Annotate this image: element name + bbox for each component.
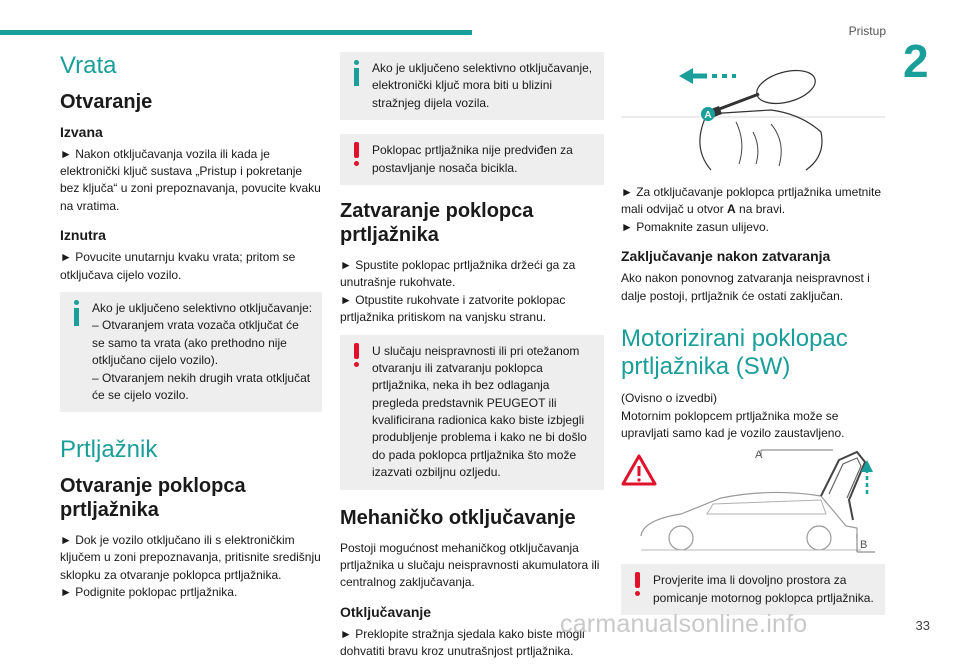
chapter-number: 2 [903, 35, 929, 87]
heading-motorizirani: Motorizirani poklopac prtljažnika (SW) [621, 324, 848, 380]
info-text: Ako je uključeno selektivno otključavanje, elektronički ključ mora biti u blizini stražnjeg dijela vozila. [372, 61, 593, 110]
paragraph-zakljucavanje: Ako nakon ponovnog zatvaranja neispravnost i dalje postoji, prtljažnik će ostati zaključan. [621, 271, 870, 303]
watermark: carmanualsonline.info [560, 610, 808, 638]
text-bold-a: A [727, 202, 736, 217]
page-number: 33 [915, 618, 930, 633]
heading-mehanicko: Mehaničko otključavanje [340, 506, 576, 529]
info-box-key-near-rear [340, 52, 604, 120]
info-line-3: – Otvaranjem nekih drugih vrata otključat će se cijelo vozilo. [92, 370, 311, 402]
heading-izvana: Izvana [60, 123, 103, 140]
warning-text: Poklopac prtljažnika nije predviđen za postavljanje nosača bicikla. [372, 143, 573, 175]
heading-zakljucavanje: Zaključavanje nakon zatvaranja [621, 248, 831, 265]
info-box-selective-unlock [60, 292, 322, 412]
heading-vrata: Vrata [60, 52, 117, 79]
heading-otkljucavanje: Otključavanje [340, 603, 432, 620]
paragraph-close-2: ► Otpustite rukohvate i zatvorite poklopac prtljažnika pritiskom na vanjsku stranu. [340, 292, 566, 325]
paragraph-motor: Motornim poklopcem prtljažnika može se upravljati samo kad je vozilo zaustavljeno. [621, 408, 845, 440]
info-icon [70, 300, 82, 326]
warning-text: U slučaju neispravnosti ili pri otežanom otvaranju ili zatvaranju poklopca prtljažnika, neka ih bez odlaganja pregleda predstavnik PEUGEOT ili kvalificirana radionica kako biste izbjegli produbljenje problema i kako ne bi došlo do pada poklopca prtljažnika što može izazvati ozbiljnu ozljedu. [372, 343, 587, 480]
figure-screwdriver-lock [621, 52, 885, 174]
column-3 [621, 52, 885, 629]
dimension-b-label: B [860, 539, 868, 552]
warning-icon [350, 343, 362, 367]
warning-icon [350, 142, 362, 166]
paragraph-iznutra: ► Povucite unutarnju kvaku vrata; pritom se otključava cijelo vozilo. [60, 250, 296, 282]
car-windows [707, 500, 826, 514]
column-2 [340, 52, 604, 667]
paragraph-optional: (Ovisno o izvedbi) [621, 391, 718, 406]
column-1 [60, 52, 322, 607]
info-line-2: – Otvaranjem vrata vozača otključat će se samo ta vrata (ako prethodno nije otključano cijelo vozilo). [92, 318, 299, 368]
paragraph-mehanicko: Postoji mogućnost mehaničkog otključavanja prtljažnika u slučaju neispravnosti akumulatora ili centralnog zaključavanja. [340, 540, 600, 590]
heading-otvaranje-poklopca: Otvaranje poklopca prtljažnika [60, 474, 246, 521]
heading-prtljaznik: Prtljažnik [60, 436, 158, 464]
paragraph-boot-2: ► Podignite poklopac prtljažnika. [60, 585, 238, 600]
warning-box-bike-rack [340, 134, 604, 185]
lock-mechanism-lines [736, 122, 781, 166]
warning-triangle-dot [637, 479, 640, 482]
tailgate-open-outline [821, 452, 865, 520]
figure-tailgate-clearance [621, 448, 885, 556]
paragraph-fig1-2: ► Pomaknite zasun ulijevo. [621, 219, 769, 234]
info-icon [350, 60, 362, 86]
section-name: Pristup [848, 24, 886, 38]
heading-iznutra: Iznutra [60, 227, 106, 244]
text-part: na bravi. [735, 202, 786, 217]
heading-zatvaranje: Zatvaranje poklopca prtljažnika [340, 199, 534, 246]
car-front-wheel [669, 526, 693, 550]
header-accent-bar [0, 30, 472, 35]
tailgate-inner-outline [829, 458, 861, 498]
screwdriver-handle [753, 65, 819, 110]
warning-box-malfunction [340, 335, 604, 490]
dimension-a-label: A [755, 449, 763, 462]
warning-icon [631, 572, 643, 596]
paragraph-izvana: ► Nakon otključavanja vozila ili kada je elektronički ključ sustava „Pristup i pokretanje bez ključa“ u zoni prepoznavanja, povucite kvaku na vratima. [60, 146, 321, 213]
text-part: ► Za otključavanje poklopca prtljažnika umetnite mali odvijač u otvor [621, 185, 882, 217]
dimension-a-line [761, 450, 833, 456]
paragraph-fig1-1 [621, 184, 885, 219]
heading-otvaranje: Otvaranje [60, 90, 153, 113]
lock-body-outline [700, 110, 822, 170]
info-line-1: Ako je uključeno selektivno otključavanje: [92, 300, 313, 315]
paragraph-close-1: ► Spustite poklopac prtljažnika držeći ga za unutrašnje rukohvate. [340, 257, 576, 290]
paragraph-otkljucavanje: ► Preklopite stražnja sjedala kako biste mogli dohvatiti bravu kroz unutrašnjost prtljažnika. [340, 626, 585, 659]
warning-text: Provjerite ima li dovoljno prostora za pomicanje motornog poklopca prtljažnika. [653, 573, 874, 605]
car-rear-wheel [807, 526, 831, 550]
paragraph-boot-1: ► Dok je vozilo otključano ili s elektroničkim ključem u zoni prepoznavanja, pritisnite središnju sklopku za otvaranje poklopca prtljažnika. [60, 532, 321, 582]
warning-box-clearance [621, 564, 885, 615]
label-a-text: A [704, 110, 712, 121]
arrow-left-icon [679, 68, 693, 84]
